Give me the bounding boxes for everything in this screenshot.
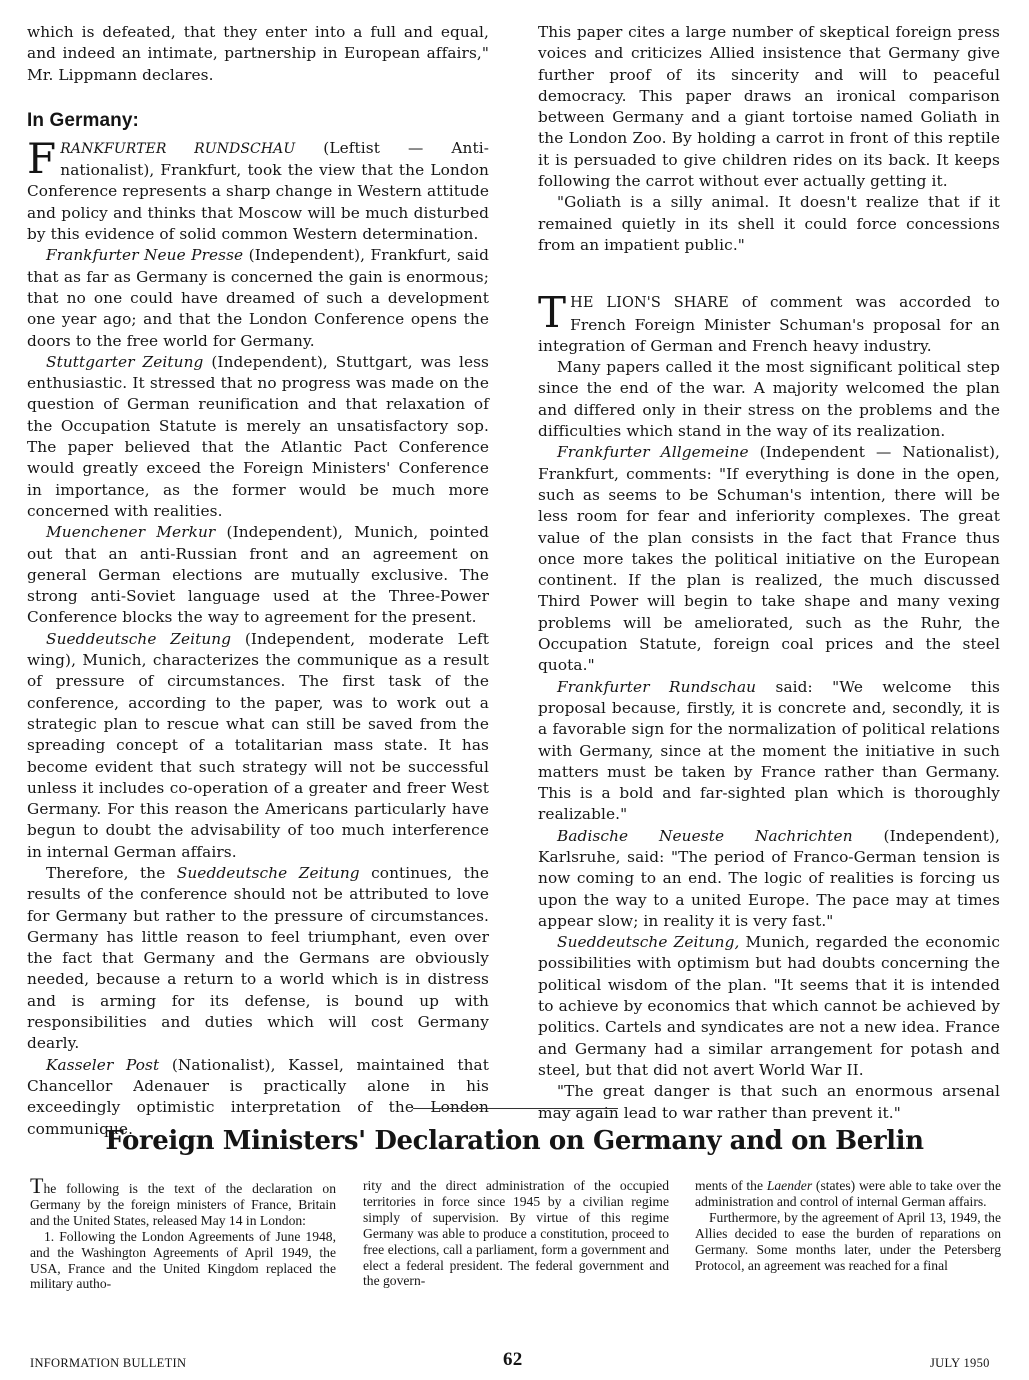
newspaper-name: Badische Neueste Nachrichten [557, 826, 853, 845]
newspaper-name: Kasseler Post [46, 1055, 160, 1074]
paragraph: 1. Following the London Agreements of June 1948, and the Washington Agreements of April 1949, the USA, France and the United Kingdom replaced the military autho- [30, 1228, 336, 1292]
publication-name: INFORMATION BULLETIN [30, 1356, 187, 1370]
paragraph [30, 1173, 336, 1229]
section-heading: In Germany: [27, 109, 139, 131]
declaration-column-1 [30, 1173, 336, 1292]
drop-cap: T [538, 288, 567, 338]
paragraph: rity and the direct administration of the occupied territories in force since 1945 by a civilian regime simply of supervision. By virtue of this regime Germany was able to produce a constitution, proceed to free elections, call a parliament, form a government and elect a federal president. The federal government and the govern- [363, 1178, 669, 1289]
paragraph-text: said: "We welcome this proposal because, firstly, it is concrete and, secondly, it is a favorable sign for the normalization of political relations with Germany, since at the moment the initiative in such matters must be taken by France rather than Germany. This is a bold and far-sighted plan which is thoroughly realizable." [538, 677, 1000, 824]
paragraph [27, 863, 489, 1055]
newspaper-name: Sueddeutsche Zeitung [176, 863, 360, 882]
paragraph-text: (states) were able to take over the administration and control of internal German affairs. [695, 1178, 1001, 1209]
drop-cap: F [27, 133, 57, 183]
paragraph-text: (Independent), Stuttgart, was less enthusiastic. It stressed that no progress was made on the question of German reunification and that relaxation of the Occupation Statute is merely an unsatisfactory sop. The paper believed that the Atlantic Pact Conference would greatly exceed the Foreign Ministers' Conference in importance, as the former would be much more concerned with realities. [27, 352, 489, 520]
paragraph-text: (Independent), Karlsruhe, said: "The period of Franco-German tension is now coming to an end. The logic of realities is forcing us upon the way to a united Europe. The pace may at times appear slow; in reality it is very fast." [538, 826, 1000, 930]
paragraph: This paper cites a large number of skeptical foreign press voices and criticizes Allied insistence that Germany give further proof of its sincerity and will to peaceful democracy. This paper draws an ironical comparison between Germany and a giant tortoise named Goliath in the London Zoo. By holding a carrot in front of this reptile it is persuaded to give children rides on its back. It keeps following the carrot without ever actually getting it. [538, 23, 1000, 191]
declaration-column-3 [695, 1178, 1001, 1273]
paragraph [27, 629, 489, 863]
paragraph-text: continues, the results of the conference should not be attributed to love for Germany but rather to the pressure of circumstances. Germany has little reason to feel triumphant, even over the fact that Germany and the Germans are obviously needed, because a return to a world which is in distress and is arming for its defense, is bound up with responsibilities and duties which will cost Germany dearly. [27, 863, 490, 1053]
newspaper-name: Frankfurter Neue Presse [46, 246, 244, 265]
paragraph [27, 352, 489, 522]
paragraph [538, 288, 1000, 357]
issue-date: JULY 1950 [930, 1356, 990, 1370]
paragraph: Many papers called it the most significant political step since the end of the war. A majority welcomed the plan and differed only in their stress on the problems and the difficulties which stand in the way of its realization. [538, 358, 1000, 441]
paragraph [538, 932, 1000, 1081]
paragraph-text: of comment was accorded to French Foreign Minister Schuman's proposal for an integration of German and French heavy industry. [538, 293, 1000, 355]
lead-in: HE LION'S SHARE [570, 295, 729, 312]
paragraph-text: (Independent, moderate Left wing), Munich, characterizes the communique as a result of pressure of circumstances. The first task of the conference, according to the paper, was to work out a strategic plan to rescue what can still be saved from the spreading concept of a totalitarian mass state. It has become evident that such strategy will not be successful unless it includes co-operation of a greater and freer West Germany. For this reason the Americans particularly have begun to doubt the advisability of too much interference in internal German affairs. [27, 629, 489, 861]
initial-letter: T [30, 1173, 44, 1198]
newspaper-name: RANKFURTER RUNDSCHAU [60, 140, 296, 157]
paragraph [538, 826, 1000, 932]
newspaper-name: Frankfurter Allgemeine [557, 443, 749, 462]
newspaper-name: Stuttgarter Zeitung [46, 352, 204, 371]
paragraph-text: (Independent), Munich, pointed out that an anti-Russian front and an agreement on general German elections are mutually exclusive. The strong anti-Soviet language used at the Three-Power Conference blocks the way to agreement for the present. [27, 523, 489, 627]
section-spacer [538, 256, 1000, 292]
page-number: 62 [503, 1349, 523, 1370]
paragraph [538, 677, 1000, 826]
paragraph [695, 1178, 1001, 1210]
newspaper-name: Sueddeutsche Zeitung [46, 629, 232, 648]
newspaper-name: Sueddeutsche Zeitung, [557, 933, 740, 952]
left-column [27, 22, 489, 1140]
paragraph: "Goliath is a silly animal. It doesn't realize that if it remained quietly in its shell it could force concessions from an impatient public." [538, 193, 1000, 254]
paragraph-text: ments of the [695, 1178, 767, 1193]
paragraph-text: Therefore, the [46, 863, 177, 882]
term-laender: Laender [766, 1178, 813, 1193]
newspaper-name: Muenchener Merkur [46, 523, 216, 542]
paragraph [538, 442, 1000, 676]
paragraph: Furthermore, by the agreement of April 13, 1949, the Allies decided to ease the burden of reparations on Germany. Some months later, under the Petersberg Protocol, an agreement was reached for a final [695, 1209, 1001, 1273]
divider-rule [413, 1108, 618, 1109]
paragraph [27, 133, 489, 245]
paragraph-text: (Independent), Frankfurt, said that as far as Germany is concerned the gain is enormous; that no one could have dreamed of such a development one year ago; and that the London Conference opens the doors to the free world for Germany. [27, 246, 489, 350]
paragraph [27, 245, 489, 351]
article-title: Foreign Ministers' Declaration on Germany and on Berlin [105, 1126, 924, 1156]
paragraph-text: (Leftist — Anti-nationalist), Frankfurt, took the view that the London Conference represents a sharp change in Western attitude and policy and thinks that Moscow will be much disturbed by this evidence of solid common Western determination. [27, 138, 489, 244]
right-column [538, 22, 1000, 1124]
paragraph [27, 522, 489, 628]
declaration-column-2 [363, 1178, 669, 1289]
paragraph: "The great danger is that such an enormous arsenal may again lead to war rather than prevent it." [538, 1082, 1000, 1122]
paragraph-text: he following is the text of the declaration on Germany by the foreign ministers of France, Britain and the United States, released May 14 in London: [30, 1181, 336, 1228]
paragraph: which is defeated, that they enter into a full and equal, and indeed an intimate, partnership in European affairs," Mr. Lippmann declares. [27, 23, 489, 84]
newspaper-name: Frankfurter Rundschau [557, 677, 757, 696]
paragraph-text: (Independent — Nationalist), Frankfurt, comments: "If everything is done in the open, such as seems to be Schuman's intention, there will be less room for fear and inferiority complexes. The great value of the plan consists in the fact that France thus once more takes the political initiative on the European continent. If the plan is realized, the much discussed Third Power will begin to take shape and many vexing problems will be ameliorated, such as the Ruhr, the Occupation Statute, foreign coal prices and the steel quota." [538, 443, 1000, 675]
paragraph-text: Munich, regarded the economic possibilities with optimism but had doubts concerning the political wisdom of the plan. "It seems that it is intended to achieve by economics that which cannot be achieved by politics. Cartels and syndicates are not a new idea. France and Germany had a similar arrangement for potash and steel, but that did not avert World War II. [538, 933, 1000, 1079]
paragraph-text: (Nationalist), Kassel, maintained that Chancellor Adenauer is practically alone in his exceedingly optimistic interpretation of the London communique. [27, 1055, 490, 1138]
